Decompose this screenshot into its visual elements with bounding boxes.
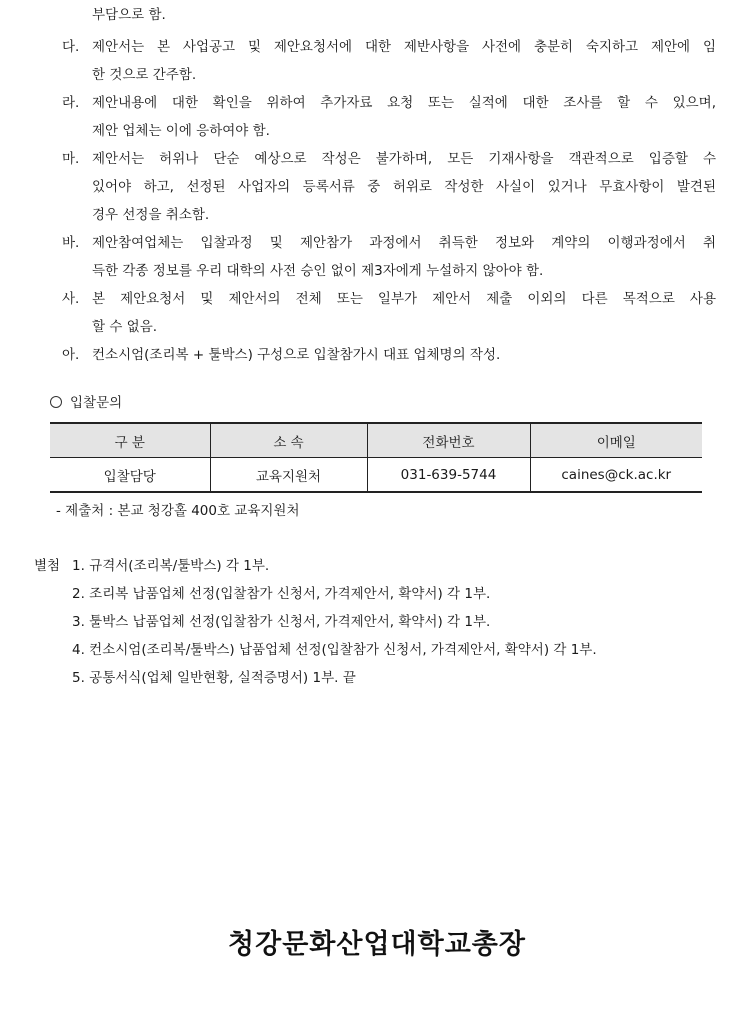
item-ra-line2: 제안 업체는 이에 응하여야 함. xyxy=(92,123,270,139)
item-label: 사. xyxy=(62,291,80,307)
item-ma-line1: 제안서는 허위나 단순 예상으로 작성은 불가하며, 모든 기재사항을 객관적으로 입증할 수 xyxy=(92,151,716,167)
continuation-text: 부담으로 함. xyxy=(92,7,166,23)
item-label: 다. xyxy=(62,39,80,55)
item-da-line1: 제안서는 본 사업공고 및 제안요청서에 대한 제반사항을 사전에 충분히 숙지하고 제안에 임 xyxy=(92,39,716,55)
item-ma-line3: 경우 선정을 취소함. xyxy=(92,207,210,223)
item-da-line2: 한 것으로 간주함. xyxy=(92,67,197,83)
header-department: 소 속 xyxy=(210,423,367,458)
item-label: 바. xyxy=(62,235,80,251)
inquiry-heading xyxy=(50,394,122,412)
item-sa-line1: 본 제안요청서 및 제안서의 전체 또는 일부가 제안서 제출 이외의 다른 목적으로 사용 xyxy=(92,291,716,307)
item-ma-line2: 있어야 하고, 선정된 사업자의 등록서류 중 허위로 작성한 사실이 있거나 무효사항이 발견된 xyxy=(92,179,716,195)
attachments-label: 별첨 xyxy=(34,558,61,574)
header-email: 이메일 xyxy=(530,423,702,458)
header-phone: 전화번호 xyxy=(367,423,530,458)
item-ba-line2: 득한 각종 정보를 우리 대학의 사전 승인 없이 제3자에게 누설하지 않아야 함. xyxy=(92,263,544,279)
cell-category: 입찰담당 xyxy=(50,458,210,493)
inquiry-heading-text: 입찰문의 xyxy=(70,395,123,411)
item-label: 마. xyxy=(62,151,80,167)
circle-bullet-icon xyxy=(50,396,62,408)
item-ra-line1: 제안내용에 대한 확인을 위하여 추가자료 요청 또는 실적에 대한 조사를 할 수 있으며, xyxy=(92,95,716,111)
item-label: 라. xyxy=(62,95,80,111)
cell-phone: 031-639-5744 xyxy=(367,458,530,493)
attachment-item-4: 4. 컨소시엄(조리복/툴박스) 납품업체 선정(입찰참가 신청서, 가격제안서, 확약서) 각 1부. xyxy=(72,642,597,658)
attachment-item-2: 2. 조리복 납품업체 선정(입찰참가 신청서, 가격제안서, 확약서) 각 1부. xyxy=(72,586,491,602)
contact-table xyxy=(50,422,702,493)
cell-department: 교육지원처 xyxy=(210,458,367,493)
table-header-row xyxy=(50,423,702,458)
attachment-item-3: 3. 툴박스 납품업체 선정(입찰참가 신청서, 가격제안서, 확약서) 각 1부. xyxy=(72,614,491,630)
attachment-item-5: 5. 공통서식(업체 일반현황, 실적증명서) 1부. 끝 xyxy=(72,670,356,686)
item-label: 아. xyxy=(62,347,80,363)
president-signature: 청강문화산업대학교총장 xyxy=(228,929,526,960)
item-ba-line1: 제안참여업체는 입찰과정 및 제안참가 과정에서 취득한 정보와 계약의 이행과정에서 취 xyxy=(92,235,716,251)
submission-location: - 제출처 : 본교 청강홀 400호 교육지원처 xyxy=(56,503,300,519)
item-a-line1: 컨소시엄(조리복 + 툴박스) 구성으로 입찰참가시 대표 업체명의 작성. xyxy=(92,347,501,363)
cell-email: caines@ck.ac.kr xyxy=(530,458,702,493)
header-category: 구 분 xyxy=(50,423,210,458)
table-row xyxy=(50,458,702,493)
item-sa-line2: 할 수 없음. xyxy=(92,319,158,335)
attachment-item-1: 1. 규격서(조리복/툴박스) 각 1부. xyxy=(72,558,270,574)
